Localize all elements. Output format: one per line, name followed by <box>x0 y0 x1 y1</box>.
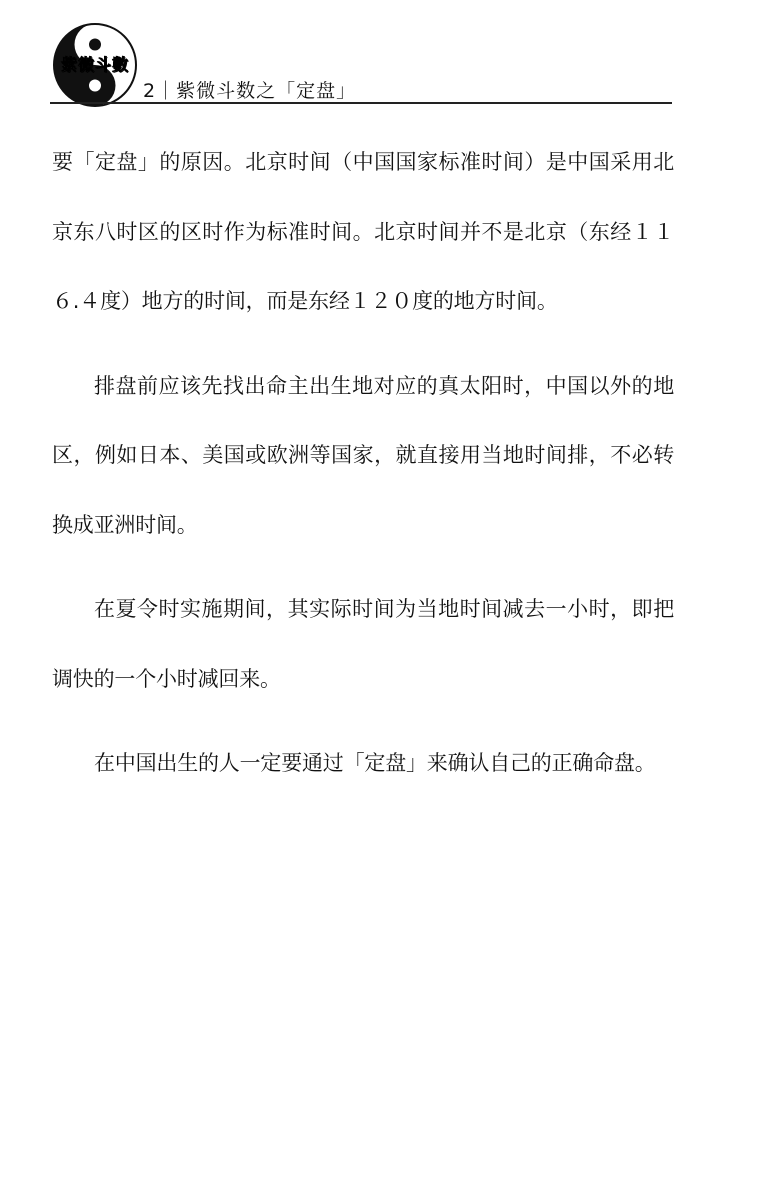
logo-text: 紫微斗數 <box>60 55 129 74</box>
paragraph-continued: 要「定盘」的原因。北京时间（中国国家标准时间）是中国采用北京东八时区的区时作为标准时间。北京时间并不是北京（东经１１６.４度）地方的时间，而是东经１２０度的地方时间。 <box>52 150 674 313</box>
paragraph-daylight-saving: 在夏令时实施期间，其实际时间为当地时间减去一小时，即把调快的一个小时减回来。 <box>52 597 674 691</box>
running-head <box>143 76 356 103</box>
header-rule <box>50 102 672 104</box>
header-separator: ｜ <box>156 80 177 102</box>
page-header <box>0 0 773 110</box>
paragraph-conclusion: 在中国出生的人一定要通过「定盘」来确认自己的正确命盘。 <box>94 751 656 775</box>
book-title: 紫微斗数之「定盘」 <box>176 80 357 102</box>
page-number: 2 <box>143 80 157 102</box>
paragraph-solar-time: 排盘前应该先找出命主出生地对应的真太阳时，中国以外的地区，例如日本、美国或欧洲等国家，就直接用当地时间排，不必转换成亚洲时间。 <box>52 373 674 537</box>
page-body <box>52 128 674 799</box>
